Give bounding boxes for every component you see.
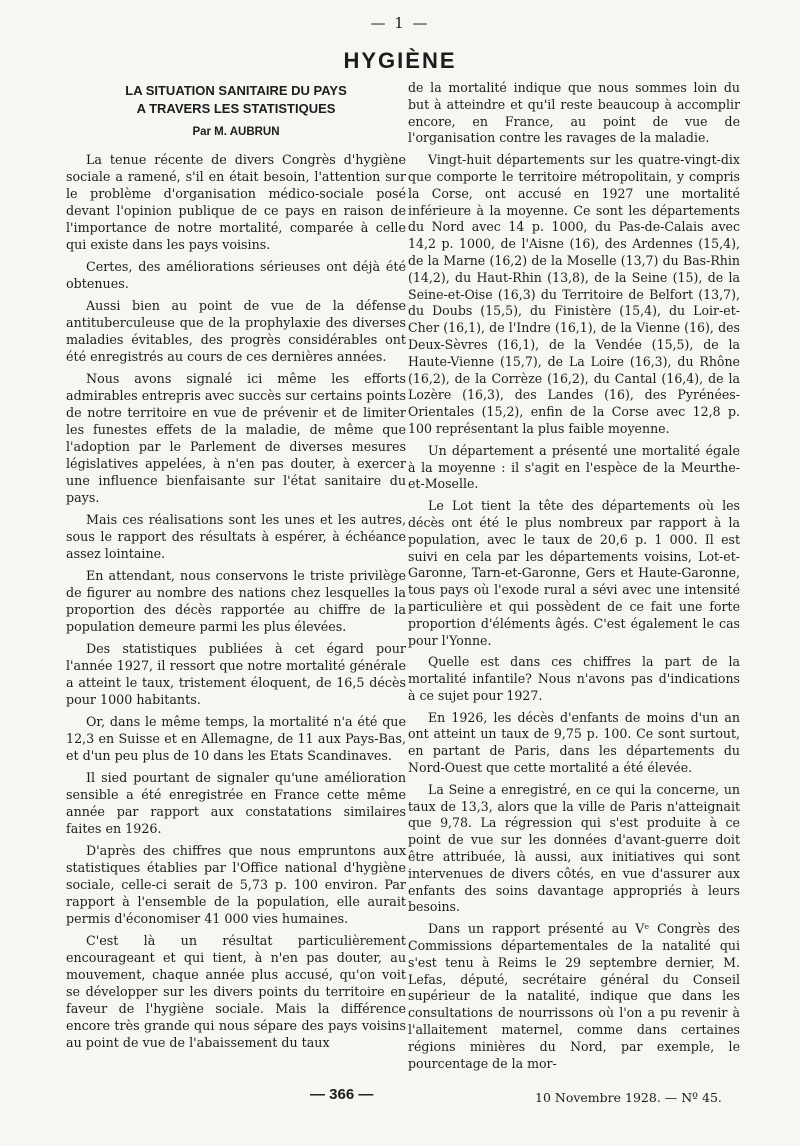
- paragraph: Des statistiques publiées à cet égard pour l'année 1927, il ressort que notre mortalité générale a atteint le taux, tristement éloquent, de 16,5 décès pour 1000 habitants.: [66, 641, 406, 707]
- paragraph: Le Lot tient la tête des départements où les décès ont été le plus nombreux par rapport à la population, avec le taux de 20,6 p. 1 000. Il est suivi en cela par les départements voisins, Lot-et-Garonne, Tarn-et-Garonne, Gers et Haute-Garonne, tous pays où l'exode rural a sévi avec une intensité particulière et qui possèdent de ce fait une forte proportion d'éléments âgés. C'est également le cas pour l'Yonne.: [408, 498, 740, 648]
- paragraph: Mais ces réalisations sont les unes et les autres, sous le rapport des résultats à espérer, à échéance assez lointaine.: [66, 512, 406, 561]
- article-title-line-2: A TRAVERS LES STATISTIQUES: [136, 101, 336, 116]
- footer-date-issue: 10 Novembre 1928. — Nº 45.: [535, 1090, 722, 1105]
- footer-page-number: — 366 —: [310, 1086, 374, 1103]
- right-column: [408, 80, 740, 1077]
- paragraph: D'après des chiffres que nous empruntons aux statistiques établies par l'Office national d'hygiène sociale, celle-ci serait de 5,73 p. 100 environ. Par rapport à l'ensemble de la population, elle aurait permis d'économiser 41 000 vies humaines.: [66, 843, 406, 926]
- paragraph: La Seine a enregistré, en ce qui la concerne, un taux de 13,3, alors que la ville de Paris n'atteignait que 9,78. La régression qui s'est produite à ce point de vue sur les données d'avant-guerre doit être attribuée, là aussi, aux initiatives qui sont intervenues de divers côtés, en vue d'assurer aux enfants des soins davantage appropriés à leurs besoins.: [408, 781, 740, 915]
- article-title: [66, 82, 406, 118]
- paragraph: Vingt-huit départements sur les quatre-vingt-dix que comporte le territoire métropolitain, y compris la Corse, ont accusé en 1927 une mortalité inférieure à la moyenne. Ce sont les départements du Nord avec 14 p. 1000, du Pas-de-Calais avec 14,2 p. 1000, de l'Aisne (16), des Ardennes (15,4), de la Marne (16,2) de la Moselle (13,7) du Bas-Rhin (14,2), du Haut-Rhin (13,8), de la Seine (15), de la Seine-et-Oise (16,3) du Territoire de Belfort (13,7), du Doubs (15,5), du Finistère (15,4), du Loir-et-Cher (16,1), de l'Indre (16,1), de la Vienne (16), des Deux-Sèvres (16,1), de la Vendée (15,5), de la Haute-Vienne (15,7), de La Loire (16,3), du Rhône (16,2), de la Corrèze (16,2), du Cantal (16,4), de la Lozère (16,3), des Landes (16), des Pyrénées-Orientales (15,2), enfin de la Corse avec 12,8 p. 100 représentant la plus faible moyenne.: [408, 152, 740, 436]
- paragraph: Certes, des améliorations sérieuses ont déjà été obtenues.: [66, 259, 406, 291]
- paragraph: Quelle est dans ces chiffres la part de la mortalité infantile? Nous n'avons pas d'indications à ce sujet pour 1927.: [408, 654, 740, 703]
- paragraph: Dans un rapport présenté au Vᵉ Congrès des Commissions départementales de la natalité qui s'est tenu à Reims le 29 septembre dernier, M. Lefas, député, secrétaire général du Conseil supérieur de la natalité, indique que dans les consultations de nourrissons où l'on a pu revenir à l'allaitement maternel, comme dans certaines régions minières du Nord, par exemple, le pourcentage de la mor-: [408, 921, 740, 1071]
- paragraph: La tenue récente de divers Congrès d'hygiène sociale a ramené, s'il en était besoin, l'attention sur le problème d'organisation médico-sociale posé devant l'opinion publique de ce pays en raison de l'importance de notre mortalité, comparée à celle qui existe dans les pays voisins.: [66, 152, 406, 252]
- top-page-marker: — 1 —: [370, 14, 430, 32]
- paragraph: Il sied pourtant de signaler qu'une amélioration sensible a été enregistrée en France cette même année par rapport aux constatations similaires faites en 1926.: [66, 770, 406, 836]
- paragraph: En 1926, les décès d'enfants de moins d'un an ont atteint un taux de 9,75 p. 100. Ce sont surtout, en partant de Paris, dans les départements du Nord-Ouest que cette mortalité a été élevée.: [408, 709, 740, 776]
- paragraph-continued: de la mortalité indique que nous sommes loin du but à atteindre et qu'il reste beaucoup à accomplir encore, en France, au point de vue de l'organisation contre les ravages de la maladie.: [408, 80, 740, 146]
- paragraph: Or, dans le même temps, la mortalité n'a été que 12,3 en Suisse et en Allemagne, de 11 aux Pays-Bas, et d'un peu plus de 10 dans les Etats Scandinaves.: [66, 714, 406, 763]
- left-column: [66, 80, 406, 1056]
- paragraph: Nous avons signalé ici même les efforts admirables entrepris avec succès sur certains points de notre territoire en vue de prévenir et de limiter les funestes effets de la maladie, de même que l'adoption par le Parlement de diverses mesures législatives appelées, à n'en pas douter, à exercer une influence bienfaisante sur l'état sanitaire du pays.: [66, 371, 406, 505]
- section-title: HYGIÈNE: [343, 48, 457, 73]
- paragraph: Un département a présenté une mortalité égale à la moyenne : il s'agit en l'espèce de la Meurthe-et-Moselle.: [408, 442, 740, 492]
- paragraph: En attendant, nous conservons le triste privilège de figurer au nombre des nations chez lesquelles la proportion des décès rapportée au chiffre de la population demeure parmi les plus élevées.: [66, 568, 406, 634]
- paragraph: C'est là un résultat particulièrement encourageant et qui tient, à n'en pas douter, au mouvement, chaque année plus accusé, qu'on voit se développer sur les divers points du territoire en faveur de l'hygiène sociale. Mais la différence encore très grande qui nous sépare des pays voisins au point de vue de l'abaissement du taux: [66, 933, 406, 1050]
- paragraph: Aussi bien au point de vue de la défense antituberculeuse que de la prophylaxie des diverses maladies évitables, des progrès considérables ont été enregistrés au cours de ces dernières années.: [66, 298, 406, 364]
- article-title-line-1: LA SITUATION SANITAIRE DU PAYS: [125, 83, 347, 98]
- article-author: Par M. AUBRUN: [192, 126, 280, 138]
